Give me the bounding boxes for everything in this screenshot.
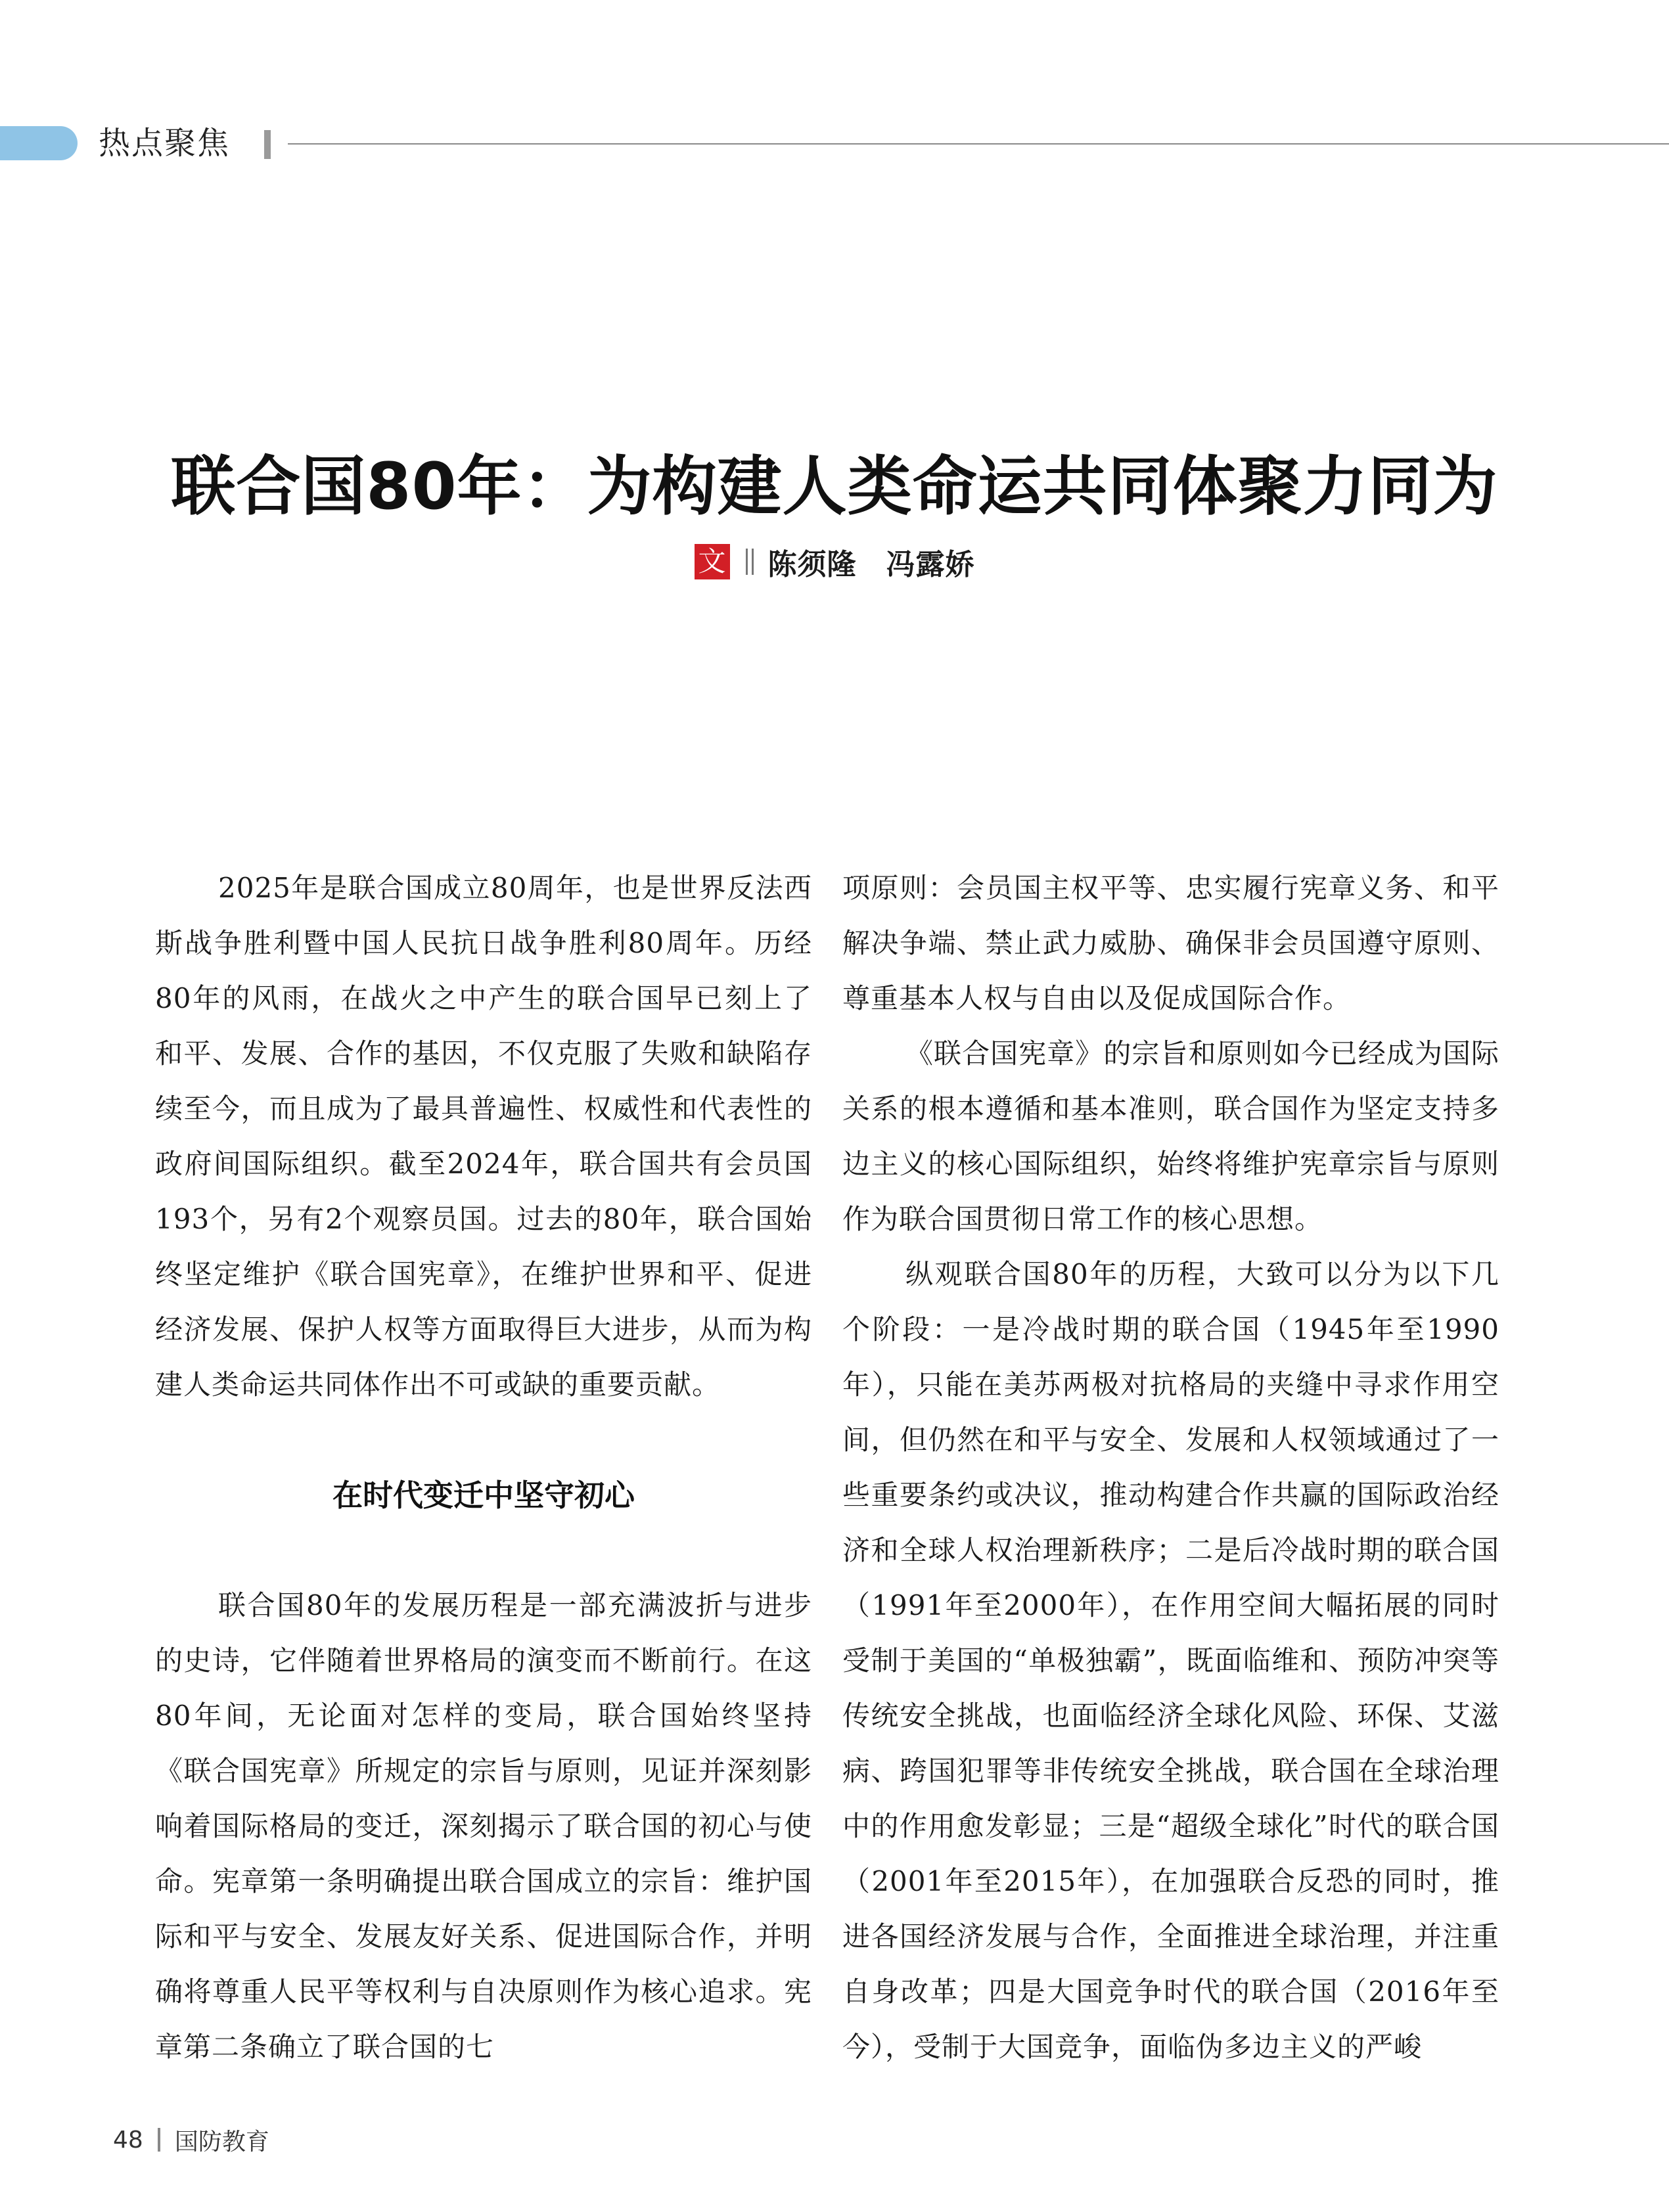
paragraph-charter: 《联合国宪章》的宗旨和原则如今已经成为国际关系的根本遵循和基本准则，联合国作为坚定支持多边主义的核心国际组织，始终将维护宪章宗旨与原则作为联合国贯彻日常工作的核心思想。 (842, 1037, 1499, 1235)
page-number: 48 (113, 2126, 143, 2154)
article-title: 联合国80年：为构建人类命运共同体聚力同为 (171, 449, 1498, 524)
left-column (155, 861, 812, 2075)
byline-separator (746, 549, 754, 575)
header-rule (288, 143, 1669, 145)
byline-authors: 陈须隆 冯露娇 (767, 548, 975, 581)
paragraph-principles: 项原则：会员国主权平等、忠实履行宪章义务、和平解决争端、禁止武力威胁、确保非会员国遵守原则、尊重基本人权与自由以及促成国际合作。 (842, 872, 1499, 1014)
paragraph-history: 联合国80年的发展历程是一部充满波折与进步的史诗，它伴随着世界格局的演变而不断前行。在这80年间，无论面对怎样的变局，联合国始终坚持《联合国宪章》所规定的宗旨与原则，见证并深刻影响着国际格局的变迁，深刻揭示了联合国的初心与使命。宪章第一条明确提出联合国成立的宗旨：维护国际和平与安全、发展友好关系、促进国际合作，并明确将尊重人民平等权利与自决原则作为核心追求。宪章第二条确立了联合国的七 (155, 1589, 812, 2063)
footer-separator (158, 2128, 160, 2152)
magazine-name: 国防教育 (174, 2128, 269, 2156)
right-column (842, 861, 1499, 2075)
section-divider-bar (264, 130, 271, 159)
byline-text-mark: 文 (695, 544, 730, 579)
section-tab-marker (0, 126, 78, 160)
paragraph-stages: 纵观联合国80年的历程，大致可以分为以下几个阶段：一是冷战时期的联合国（1945年至1990年），只能在美苏两极对抗格局的夹缝中寻求作用空间，但仍然在和平与安全、发展和人权领域通过了一些重要条约或决议，推动构建合作共赢的国际政治经济和全球人权治理新秩序；二是后冷战时期的联合国（1991年至2000年），在作用空间大幅拓展的同时受制于美国的“单极独霸”，既面临维和、预防冲突等传统安全挑战，也面临经济全球化风险、环保、艾滋病、跨国犯罪等非传统安全挑战，联合国在全球治理中的作用愈发彰显；三是“超级全球化”时代的联合国（2001年至2015年），在加强联合反恐的同时，推进各国经济发展与合作，全面推进全球治理，并注重自身改革；四是大国竞争时代的联合国（2016年至今），受制于大国竞争，面临伪多边主义的严峻 (842, 1258, 1499, 2063)
section-label: 热点聚焦 (99, 125, 231, 162)
paragraph-intro: 2025年是联合国成立80周年，也是世界反法西斯战争胜利暨中国人民抗日战争胜利80周年。历经80年的风雨，在战火之中产生的联合国早已刻上了和平、发展、合作的基因，不仅克服了失败和缺陷存续至今，而且成为了最具普遍性、权威性和代表性的政府间国际组织。截至2024年，联合国共有会员国193个，另有2个观察员国。过去的80年，联合国始终坚定维护《联合国宪章》，在维护世界和平、促进经济发展、保护人权等方面取得巨大进步，从而为构建人类命运共同体作出不可或缺的重要贡献。 (155, 872, 812, 1401)
subheading: 在时代变迁中坚守初心 (332, 1478, 635, 1513)
byline (0, 539, 1669, 585)
page-footer (113, 2123, 269, 2156)
